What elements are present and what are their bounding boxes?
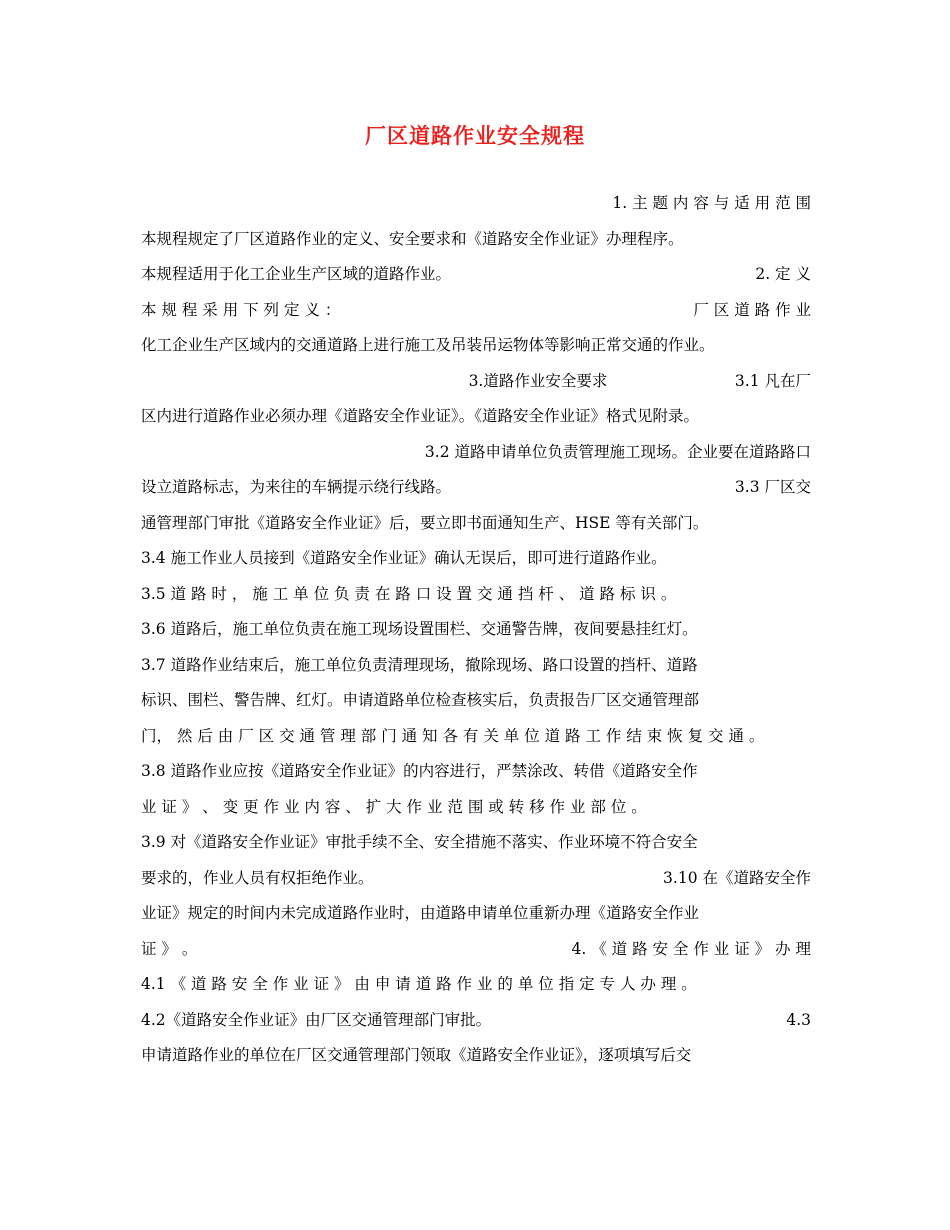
text-line: 业 证 》 、 变 更 作 业 内 容 、 扩 大 作 业 范 围 或 转 移 作 业 部 位 。	[141, 797, 647, 816]
text-line: 3.4 施工作业人员接到《道路安全作业证》确认无误后，即可进行道路作业。	[141, 549, 667, 567]
text-line: 本 规 程 采 用 下 列 定 义 ： 厂 区 道 路 作 业	[141, 300, 811, 319]
text-line: 申请道路作业的单位在厂区交通管理部门领取《道路安全作业证》，逐项填写后交	[141, 1046, 692, 1064]
text-line: 标识、围栏、警告牌、红灯。申请道路单位检查核实后，负责报告厂区交通管理部	[141, 691, 700, 709]
text-line: 3.8 道路作业应按《道路安全作业证》的内容进行，严禁涂改、转借《道路安全作	[141, 762, 698, 780]
text-line: 门， 然 后 由 厂 区 交 通 管 理 部 门 通 知 各 有 关 单 位 道 路 工 作 结 束 恢 复 交 通 。	[141, 726, 765, 745]
text-line: 本规程规定了厂区道路作业的定义、安全要求和《道路安全作业证》办理程序。	[141, 229, 684, 248]
text-line: 3.6 道路后，施工单位负责在施工现场设置围栏、交通警告牌，夜间要悬挂红灯。	[141, 620, 698, 638]
text-line: 设立道路标志，为来往的车辆提示绕行线路。 3.3 厂区交	[141, 478, 811, 496]
text-line: 化工企业生产区域内的交通道路上进行施工及吊装吊运物体等影响正常交通的作业。	[141, 336, 715, 354]
text-line: 3.7 道路作业结束后，施工单位负责清理现场，撤除现场、路口设置的挡杆、道路	[141, 655, 698, 674]
text-line: 本规程适用于化工企业生产区域的道路作业。 2. 定 义	[141, 265, 811, 283]
text-line: 3.5 道 路 时 ， 施 工 单 位 负 责 在 路 口 设 置 交 通 挡 杆 、 道 路 标 识 。	[141, 584, 677, 603]
text-line: 4.2《道路安全作业证》由厂区交通管理部门审批。 4.3	[141, 1010, 811, 1029]
document-title: 厂区道路作业安全规程	[365, 123, 585, 148]
text-line: 要求的，作业人员有权拒绝作业。 3.10 在《道路安全作	[141, 868, 811, 887]
text-line: 4.1 《 道 路 安 全 作 业 证 》 由 申 请 道 路 作 业 的 单 位 指 定 专 人 办 理 。	[141, 975, 697, 993]
text-line: 3.道路作业安全要求 3.1 凡在厂	[468, 371, 811, 390]
document-body	[141, 186, 811, 1074]
text-line: 证 》 。 4. 《 道 路 安 全 作 业 证 》 办 理	[141, 939, 811, 958]
text-line: 区内进行道路作业必须办理《道路安全作业证》。《道路安全作业证》格式见附录。	[141, 407, 700, 425]
text-line: 3.9 对《道路安全作业证》审批手续不全、安全措施不落实、作业环境不符合安全	[141, 833, 698, 851]
text-line: 业证》规定的时间内未完成道路作业时，由道路申请单位重新办理《道路安全作业	[141, 904, 700, 922]
text-line: 1. 主 题 内 容 与 适 用 范 围	[612, 194, 811, 212]
text-line: 3.2 道路申请单位负责管理施工现场。企业要在道路路口	[424, 442, 811, 461]
text-line: 通管理部门审批《道路安全作业证》后，要立即书面通知生产、HSE 等有关部门。	[141, 513, 709, 532]
